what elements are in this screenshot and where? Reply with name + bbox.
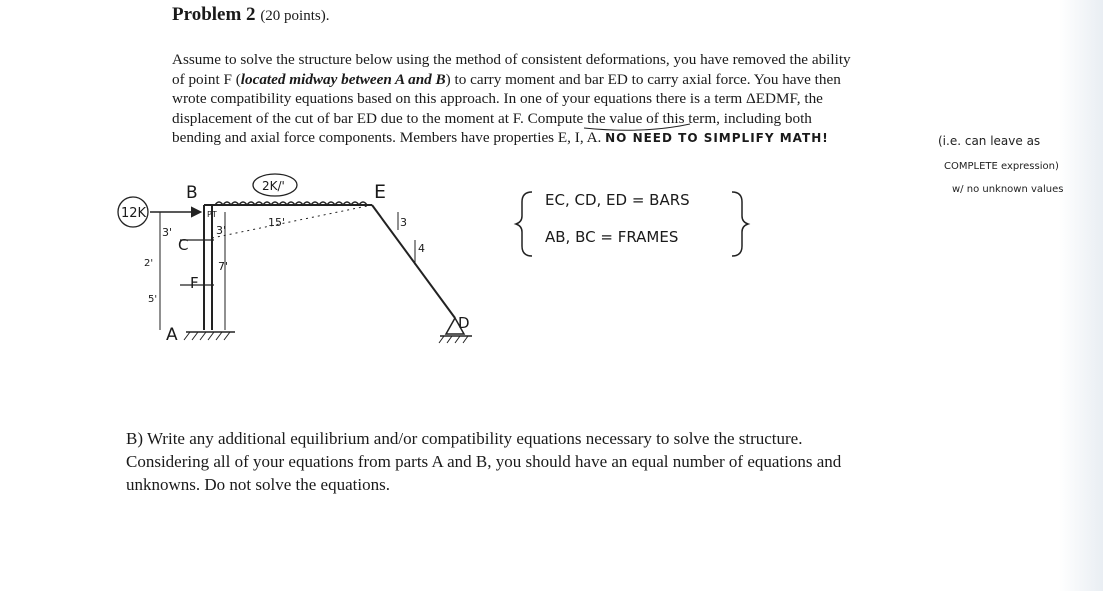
line2-end: ) to carry moment and bar ED to carry axial force. You have then — [445, 70, 841, 88]
label-12k: 12K — [121, 206, 147, 221]
brace-text-frames: AB, BC = FRAMES — [545, 228, 679, 246]
support-d-hatch — [439, 336, 468, 343]
part-b-line-1: B) Write any additional equilibrium and/or compatibility equations necessary to solve the structure. — [126, 429, 803, 448]
compute-underline — [584, 124, 690, 130]
label-d: D — [458, 314, 470, 332]
dim-15: 15' — [268, 216, 286, 229]
statement-line-1: Assume to solve the structure below using the method of consistent deformations, you have removed the ability — [172, 51, 851, 68]
dim-5: 5' — [148, 294, 158, 305]
statement-line-4: displacement of the cut of bar ED due to the moment at F. Compute the value of this term, including both — [172, 109, 812, 127]
label-a: A — [166, 325, 178, 345]
label-f: F — [190, 274, 199, 292]
dim-2: 2' — [144, 258, 154, 269]
bar-ed — [372, 205, 455, 318]
line2-start: of point F ( — [172, 70, 241, 88]
part-b-line-2: Considering all of your equations from parts A and B, you should have an equal number of equations and — [126, 452, 842, 471]
label-e: E — [374, 181, 387, 203]
located-midway-emphasis: located midway between A and B — [240, 70, 446, 88]
handwritten-note-1: (i.e. can leave as — [938, 134, 1041, 148]
arrowhead-12k — [192, 208, 200, 216]
support-a-hatch — [184, 332, 230, 340]
brace-right — [732, 192, 748, 256]
label-pt: PT — [207, 210, 217, 219]
handwritten-note-2: COMPLETE expression) — [944, 161, 1059, 172]
brace-text-bars: EC, CD, ED = BARS — [545, 191, 690, 209]
dim-4: 4 — [418, 242, 425, 255]
bar-ec-hint — [212, 205, 372, 238]
dim-3a: 3' — [162, 226, 173, 239]
brace-left — [516, 192, 532, 256]
part-b-text — [126, 427, 1086, 496]
label-b: B — [186, 183, 198, 203]
label-2k: 2K/' — [262, 179, 285, 193]
dim-7: 7' — [218, 260, 229, 273]
problem-points: (20 points). — [260, 8, 330, 24]
problem-label: Problem 2 — [172, 4, 256, 25]
label-c: C — [178, 236, 189, 254]
statement-line-3: wrote compatibility equations based on this approach. In one of your equations there is a term ΔEDMF, the — [172, 90, 823, 107]
dim-3c: 3 — [400, 216, 407, 229]
handwritten-no-need: NO NEED TO SIMPLIFY MATH! — [605, 131, 829, 145]
line5-text: bending and axial force components. Members have properties E, I, A. — [172, 129, 602, 146]
part-b-line-3: unknowns. Do not solve the equations. — [126, 475, 390, 494]
dim-3b: 3' — [216, 224, 227, 237]
handwritten-note-3: w/ no unknown values — [952, 184, 1064, 195]
